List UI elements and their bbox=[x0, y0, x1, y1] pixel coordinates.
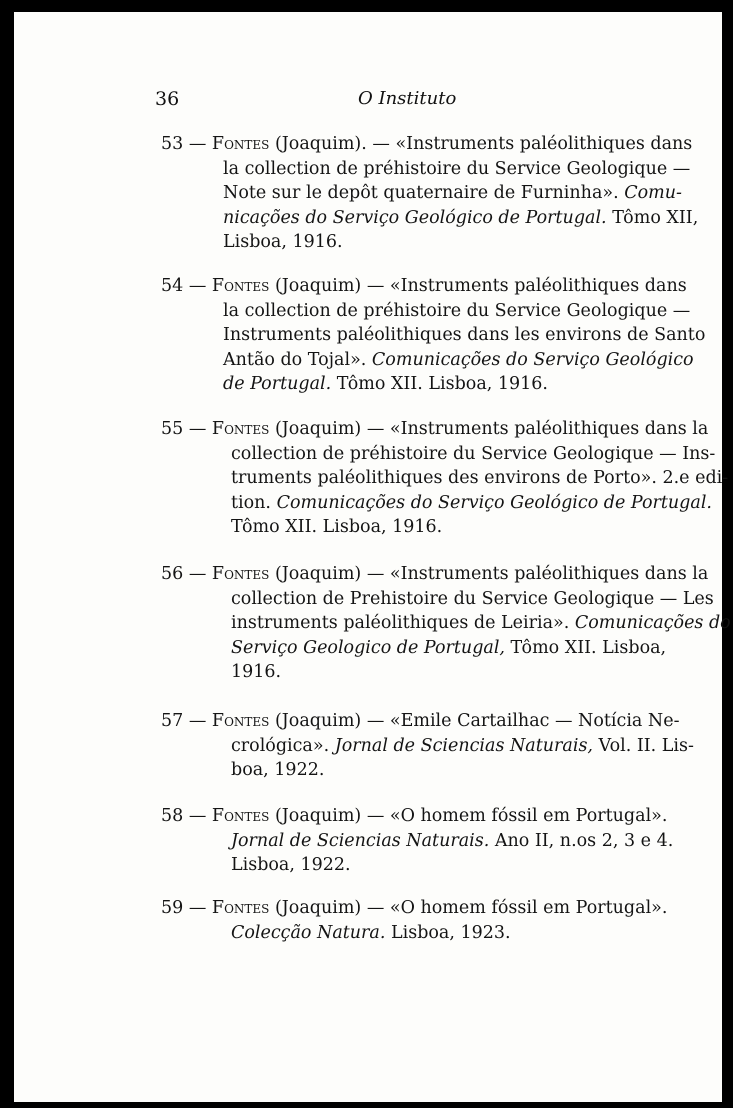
document-page bbox=[14, 12, 731, 1102]
entry-number: 55 bbox=[161, 419, 184, 439]
bibliography-entry bbox=[161, 804, 674, 878]
entry-number: 58 bbox=[161, 806, 184, 826]
entry-line: collection de Prehistoire du Service Geologique — Les bbox=[231, 588, 714, 609]
entry-author: Fontes bbox=[211, 276, 270, 296]
bibliography-entry bbox=[161, 896, 668, 945]
entry-line: Instruments paléolithiques dans les environs de Santo bbox=[223, 325, 706, 345]
page-number: 36 bbox=[155, 88, 180, 110]
entry-line: Colecção Natura. Lisboa, 1923. bbox=[231, 922, 511, 943]
entry-line: 1916. bbox=[231, 662, 282, 682]
entry-line: instruments paléolithiques de Leiria». Comunicações do bbox=[231, 613, 731, 633]
running-title: O Instituto bbox=[358, 88, 457, 109]
bibliography-entry bbox=[161, 274, 706, 397]
entry-line: Tômo XII. Lisboa, 1916. bbox=[231, 517, 443, 537]
entry-number: 59 bbox=[161, 898, 184, 918]
bibliography-entry bbox=[161, 562, 731, 685]
entry-line: Lisboa, 1922. bbox=[231, 855, 351, 875]
entry-line: 57 — Fontes (Joaquim) — «Emile Cartailhac — Notícia Ne- bbox=[161, 711, 680, 731]
entry-line: collection de préhistoire du Service Geologique — Ins- bbox=[231, 443, 716, 464]
entry-author: Fontes bbox=[211, 898, 270, 918]
entry-line: Jornal de Sciencias Naturais. Ano II, n.os 2, 3 e 4. bbox=[231, 830, 674, 851]
entry-author: Fontes bbox=[211, 564, 270, 584]
entry-number: 56 bbox=[161, 564, 184, 584]
entry-author: Fontes bbox=[211, 806, 270, 826]
entry-number: 53 bbox=[161, 134, 184, 154]
entry-line: 53 — Fontes (Joaquim). — «Instruments paléolithiques dans bbox=[161, 134, 693, 154]
entry-line: 59 — Fontes (Joaquim) — «O homem fóssil em Portugal». bbox=[161, 898, 668, 918]
entry-line: boa, 1922. bbox=[231, 760, 325, 780]
entry-author: Fontes bbox=[211, 711, 270, 731]
entry-line: Lisboa, 1916. bbox=[223, 232, 343, 252]
entry-line: la collection de préhistoire du Service Geologique — bbox=[223, 300, 691, 321]
entry-line: 54 — Fontes (Joaquim) — «Instruments paléolithiques dans bbox=[161, 276, 687, 296]
entry-number: 57 bbox=[161, 711, 184, 731]
entry-line: 58 — Fontes (Joaquim) — «O homem fóssil em Portugal». bbox=[161, 806, 668, 826]
entry-line: crológica». Jornal de Sciencias Naturais, Vol. II. Lis- bbox=[231, 735, 694, 756]
entry-line: Note sur le depôt quaternaire de Furninha». Comu- bbox=[223, 183, 682, 203]
entry-line: Serviço Geologico de Portugal, Tômo XII. Lisboa, bbox=[231, 637, 667, 658]
entry-line: tion. Comunicações do Serviço Geológico de Portugal. bbox=[231, 492, 712, 513]
bibliography-entry bbox=[161, 417, 729, 540]
bibliography-entry bbox=[161, 132, 699, 255]
entry-line: nicações do Serviço Geológico de Portugal. Tômo XII, bbox=[223, 207, 699, 228]
entry-line: 56 — Fontes (Joaquim) — «Instruments paléolithiques dans la bbox=[161, 564, 709, 584]
entry-author: Fontes bbox=[211, 134, 270, 154]
entry-author: Fontes bbox=[211, 419, 270, 439]
entry-line: de Portugal. Tômo XII. Lisboa, 1916. bbox=[223, 374, 548, 394]
entry-line: Antão do Tojal». Comunicações do Serviço Geológico bbox=[223, 349, 694, 370]
entry-line: 55 — Fontes (Joaquim) — «Instruments paléolithiques dans la bbox=[161, 419, 709, 439]
entry-line: truments paléolithiques des environs de Porto». 2.e edi- bbox=[231, 468, 729, 488]
entry-line: la collection de préhistoire du Service Geologique — bbox=[223, 158, 691, 179]
entry-number: 54 bbox=[161, 276, 184, 296]
bibliography-entry bbox=[161, 709, 694, 783]
